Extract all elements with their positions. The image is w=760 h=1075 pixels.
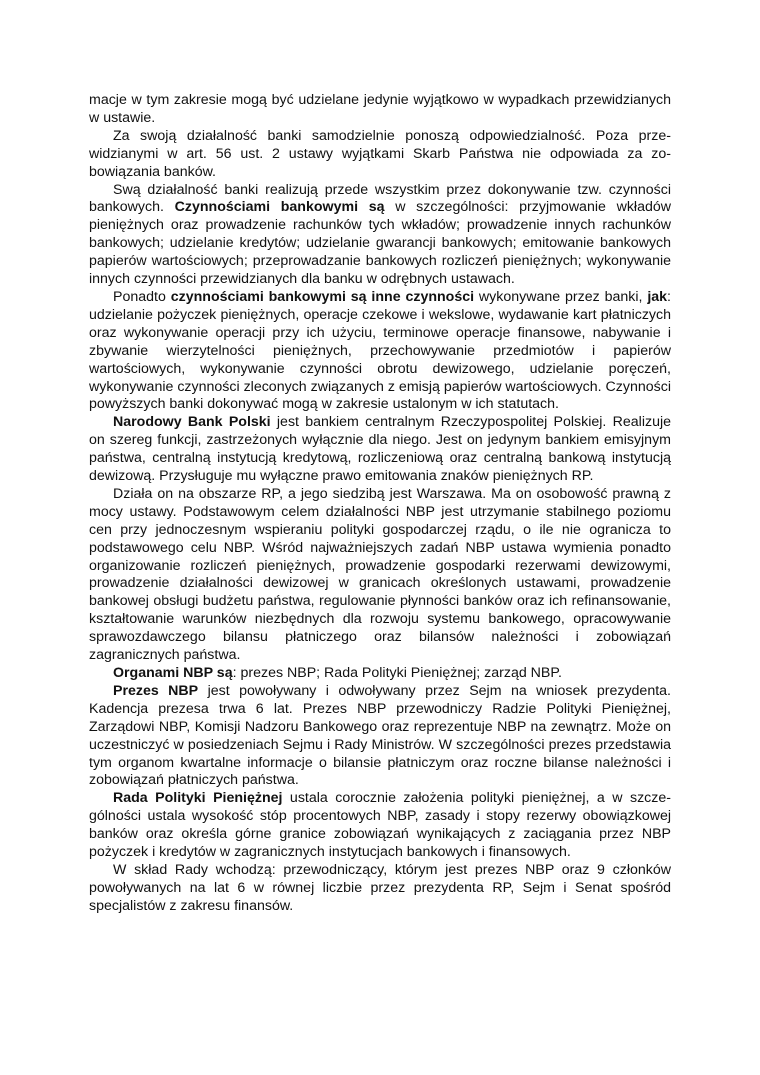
text-run: Działa on na obszarze RP, a jego siedzibą jest Warszawa. Ma on osobowość prawną z mocy ustawy. Podstawowym celem działalności NBP jest utrzymanie stabilnego poziomu cen przy jednoczesnym wspieraniu polityki gospodarczej rządu, o ile nie ogranicza to podstawowego celu NBP. Wśród najważniejszych zadań NBP ustawa wymienia ponadto organizowanie rozliczeń pieniężnych, prowadzenie gospodarki rezerwami dewizowymi, prowadzenie działalności dewizowej w granicach określonych ustawami, prowadzenie bankowej obsługi budżetu państwa, regulowanie płynności banków oraz ich refinansowanie, kształtowanie warunków niezbędnych dla rozwoju systemu bankowego, opracowywanie sprawozdawczego bilansu płatniczego oraz bilansów należności i zobowiązań zagranicznych państwa. [89, 485, 671, 664]
paragraph [89, 790, 671, 862]
paragraph [89, 414, 671, 486]
paragraph [89, 289, 671, 414]
bold-term: Rada Polityki Pieniężnej [113, 790, 283, 807]
paragraph [89, 486, 671, 665]
bold-term: Prezes NBP [113, 682, 199, 699]
text-run: wykonywane przez banki, [474, 288, 648, 305]
paragraph [89, 92, 671, 128]
text-run: W skład Rady wchodzą: przewodniczący, którym jest prezes NBP oraz 9 członków powoływanych na lat 6 w równej liczbie przez prezydenta RP, Sejm i Senat spośród specjalistów z zakresu finansów. [89, 861, 671, 914]
text-run: macje w tym zakresie mogą być udzielane jedynie wyjątkowo w wypadkach przewidzianych w ustawie. [89, 92, 671, 126]
bold-term: jak [647, 288, 668, 305]
paragraph [89, 683, 671, 790]
bold-term: czynnościami bankowymi są inne czynności [170, 288, 475, 305]
paragraph [89, 862, 671, 916]
bold-term: Czynnościami bankowymi są [174, 199, 385, 216]
paragraph [89, 128, 671, 182]
text-run: Ponadto [113, 288, 171, 305]
text-run: : udzielanie pożyczek pieniężnych, operacje czekowe i wekslowe, wydawanie kart płatniczych oraz wykonywanie operacji przy ich użyciu, terminowe operacje finansowe, nabywanie i zbywanie wierzytelności pieniężnych, przechowywanie przedmiotów i papierów wartościowych, wykonywanie czynności obrotu dewizowego, udzielanie poręczeń, wykonywanie czynności zleconych związanych z emisją papierów wartościowych. Czynności powyższych banki dokonywać mogą w zakresie ustalonym w ich statutach. [89, 288, 671, 413]
text-run: Za swoją działalność banki samodzielnie ponoszą odpowiedzialność. Poza przewidzianymi w art. 56 ust. 2 ustawy wyjątkami Skarb Państwa nie odpowiada za zobowiązania banków. [89, 127, 671, 180]
paragraph [89, 182, 671, 289]
bold-term: Organami NBP są [113, 665, 233, 681]
text-run: jest bankiem centralnym Rzeczypospolitej Polskiej. Realizuje on szereg funkcji, zastrzeżonych wyłącznie dla niego. Jest on jedynym bankiem emisyjnym państwa, centralną instytucją kredytową, rozliczeniową oraz centralną bankową instytucją dewizową. Przysługuje mu wyłączne prawo emitowania znaków pieniężnych RP. [89, 414, 671, 485]
bold-term: Narodowy Bank Polski [113, 414, 271, 431]
text-run: ustala corocznie założenia polityki pieniężnej, a w szczególności ustala wysokość stóp procentowych NBP, zasady i stopy rezerwy obowiązkowej banków oraz określa górne granice zobowiązań wynikających z zaciągania przez NBP pożyczek i kredytów w zagranicznych instytucjach bankowych i finansowych. [89, 790, 671, 861]
text-run: w szczególności: przyjmowanie wkładów pieniężnych oraz prowadzenie rachunków tych wkładów; prowadzenie innych rachunków bankowych; udzielanie kredytów; udzielanie gwarancji bankowych; emitowanie bankowych papierów wartościowych; przeprowadzanie bankowych rozliczeń pieniężnych; wykonywanie innych czynności przewidzianych dla banku w odrębnych ustawach. [89, 199, 672, 288]
paragraph [89, 665, 671, 683]
text-run: Swą działalność banki realizują przede wszystkim przez dokonywanie tzw. czynności bankowych. [89, 181, 671, 216]
text-run: : prezes NBP; Rada Polityki Pieniężnej; zarząd NBP. [232, 665, 562, 681]
document-page [89, 92, 671, 916]
text-run: jest powoływany i odwoływany przez Sejm na wniosek prezydenta. Kadencja prezesa trwa 6 lat. Prezes NBP przewodniczy Radzie Polityki Pieniężnej, Zarządowi NBP, Komisji Nadzoru Bankowego oraz reprezentuje NBP na zewnątrz. Może on uczestniczyć w posiedzeniach Sejmu i Rady Ministrów. W szczególności prezes przedstawia tym organom kwartalne informacje o bilansie płatniczym oraz roczne bilanse należności i zobowiązań płatniczych państwa. [89, 682, 671, 789]
